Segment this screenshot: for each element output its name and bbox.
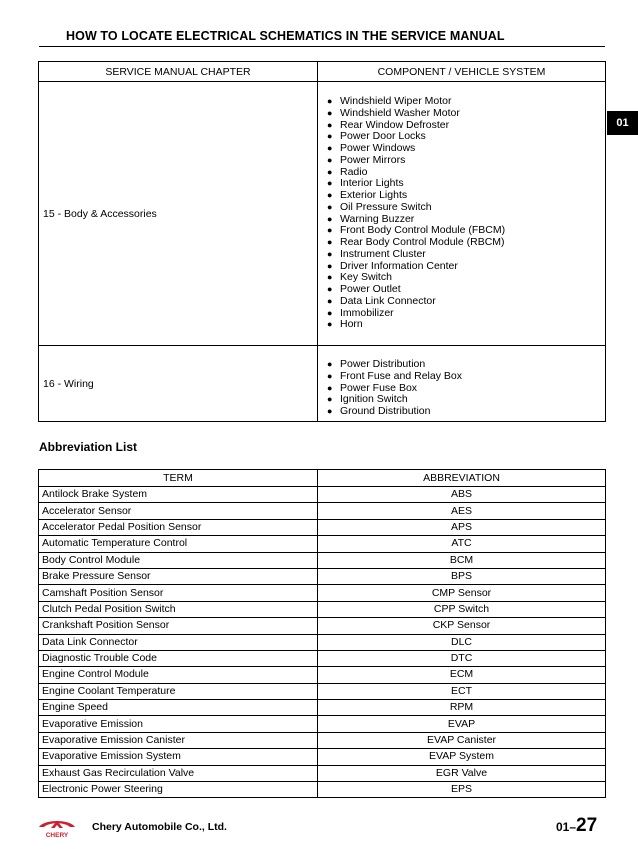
column-header-abbreviation: ABBREVIATION	[318, 470, 606, 487]
systems-cell	[318, 82, 606, 346]
system-list-item	[327, 284, 605, 296]
term-cell: Automatic Temperature Control	[39, 536, 318, 552]
term-cell: Accelerator Pedal Position Sensor	[39, 519, 318, 535]
system-name: Exterior Lights	[340, 189, 408, 201]
company-name: Chery Automobile Co., Ltd.	[92, 821, 227, 833]
bullet-icon: ●	[327, 143, 333, 153]
system-name: Front Fuse and Relay Box	[340, 369, 462, 382]
abbreviation-cell: ECT	[318, 683, 606, 699]
bullet-icon: ●	[327, 225, 333, 236]
bullet-icon: ●	[327, 131, 333, 142]
table-row	[39, 749, 606, 765]
table-row	[39, 601, 606, 617]
system-name: Oil Pressure Switch	[340, 200, 432, 213]
table-row	[39, 346, 606, 422]
term-cell: Clutch Pedal Position Switch	[39, 601, 318, 617]
abbreviation-cell: CPP Switch	[318, 601, 606, 617]
system-list-item	[327, 143, 605, 155]
table-row	[39, 618, 606, 634]
table-row	[39, 568, 606, 584]
term-cell: Electronic Power Steering	[39, 782, 318, 798]
system-name: Power Door Locks	[340, 130, 426, 143]
bullet-icon: ●	[327, 119, 333, 130]
table-row	[39, 503, 606, 519]
page-chapter-prefix: 01–	[556, 820, 577, 834]
system-list-item	[327, 202, 605, 214]
table-row	[39, 552, 606, 568]
abbreviation-cell: BPS	[318, 568, 606, 584]
table-row	[39, 700, 606, 716]
bullet-icon: ●	[327, 394, 333, 405]
abbreviation-cell: BCM	[318, 552, 606, 568]
bullet-icon: ●	[327, 201, 333, 212]
system-name: Power Distribution	[340, 358, 426, 370]
term-cell: Crankshaft Position Sensor	[39, 618, 318, 634]
system-name: Power Mirrors	[340, 153, 406, 166]
abbreviation-cell: DTC	[318, 650, 606, 666]
table-row	[39, 82, 606, 346]
system-name: Ground Distribution	[340, 405, 431, 417]
page-title: HOW TO LOCATE ELECTRICAL SCHEMATICS IN THE SERVICE MANUAL	[66, 29, 505, 43]
chapter-table-header-row	[39, 62, 606, 82]
systems-list	[327, 346, 605, 418]
system-name: Windshield Washer Motor	[340, 106, 460, 119]
system-name: Data Link Connector	[340, 294, 436, 307]
table-row	[39, 650, 606, 666]
term-cell: Brake Pressure Sensor	[39, 568, 318, 584]
system-list-item	[327, 190, 605, 202]
term-cell: Data Link Connector	[39, 634, 318, 650]
chapter-tab: 01	[607, 111, 638, 135]
table-row	[39, 732, 606, 748]
abbreviation-cell: CMP Sensor	[318, 585, 606, 601]
systems-cell	[318, 346, 606, 422]
table-row	[39, 487, 606, 503]
bullet-icon: ●	[327, 107, 333, 118]
abbreviation-cell: AES	[318, 503, 606, 519]
column-header-term: TERM	[39, 470, 318, 487]
abbreviation-cell: EGR Valve	[318, 765, 606, 781]
column-header-chapter: SERVICE MANUAL CHAPTER	[39, 62, 318, 82]
abbreviation-cell: CKP Sensor	[318, 618, 606, 634]
term-cell: Body Control Module	[39, 552, 318, 568]
chapter-cell: 15 - Body & Accessories	[39, 82, 318, 346]
system-list-item	[327, 108, 605, 120]
bullet-icon: ●	[327, 359, 333, 369]
abbreviation-cell: EVAP Canister	[318, 732, 606, 748]
system-name: Windshield Wiper Motor	[340, 95, 452, 107]
abbreviation-cell: APS	[318, 519, 606, 535]
term-cell: Engine Speed	[39, 700, 318, 716]
system-list-item	[327, 319, 605, 331]
system-name: Immobilizer	[340, 306, 394, 319]
term-cell: Evaporative Emission Canister	[39, 732, 318, 748]
system-list-item	[327, 249, 605, 261]
system-name: Radio	[340, 165, 368, 178]
table-row	[39, 716, 606, 732]
bullet-icon: ●	[327, 382, 333, 393]
system-name: Driver Information Center	[340, 259, 458, 272]
table-row	[39, 634, 606, 650]
system-list-item	[327, 155, 605, 167]
table-row	[39, 683, 606, 699]
term-cell: Exhaust Gas Recirculation Valve	[39, 765, 318, 781]
bullet-icon: ●	[327, 295, 333, 306]
term-cell: Engine Control Module	[39, 667, 318, 683]
system-list-item	[327, 296, 605, 308]
system-list-item	[327, 359, 605, 371]
chapter-cell: 16 - Wiring	[39, 346, 318, 422]
bullet-icon: ●	[327, 166, 333, 177]
bullet-icon: ●	[327, 213, 333, 224]
table-row	[39, 585, 606, 601]
abbreviation-cell: EVAP System	[318, 749, 606, 765]
bullet-icon: ●	[327, 260, 333, 271]
abbreviation-cell: RPM	[318, 700, 606, 716]
abbreviation-cell: ECM	[318, 667, 606, 683]
system-list-item	[327, 406, 605, 418]
table-row	[39, 536, 606, 552]
system-list-item	[327, 308, 605, 320]
term-cell: Engine Coolant Temperature	[39, 683, 318, 699]
table-row	[39, 667, 606, 683]
system-name: Front Body Control Module (FBCM)	[340, 224, 506, 237]
abbreviation-cell: EPS	[318, 782, 606, 798]
abbreviation-cell: EVAP	[318, 716, 606, 732]
term-cell: Antilock Brake System	[39, 487, 318, 503]
table-row	[39, 765, 606, 781]
bullet-icon: ●	[327, 248, 333, 259]
logo-wordmark: CHERY	[45, 832, 69, 839]
term-cell: Camshaft Position Sensor	[39, 585, 318, 601]
system-name: Interior Lights	[340, 177, 404, 190]
page-number	[556, 815, 597, 837]
bullet-icon: ●	[327, 307, 333, 318]
system-name: Power Fuse Box	[340, 381, 418, 394]
bullet-icon: ●	[327, 237, 333, 247]
system-name: Power Windows	[340, 142, 416, 154]
abbreviation-cell: ABS	[318, 487, 606, 503]
system-list-item	[327, 237, 605, 249]
system-name: Key Switch	[340, 271, 392, 284]
term-cell: Diagnostic Trouble Code	[39, 650, 318, 666]
term-cell: Evaporative Emission	[39, 716, 318, 732]
bullet-icon: ●	[327, 178, 333, 189]
term-cell: Evaporative Emission System	[39, 749, 318, 765]
system-name: Rear Body Control Module (RBCM)	[340, 236, 505, 248]
bullet-icon: ●	[327, 154, 333, 165]
term-cell: Accelerator Sensor	[39, 503, 318, 519]
bullet-icon: ●	[327, 319, 333, 330]
bullet-icon: ●	[327, 272, 333, 283]
chery-logo-icon	[35, 817, 79, 839]
system-list-item	[327, 96, 605, 108]
system-name: Instrument Cluster	[340, 247, 426, 260]
bullet-icon: ●	[327, 96, 333, 106]
abbreviation-header-row	[39, 470, 606, 487]
bullet-icon: ●	[327, 406, 333, 416]
page-number-value: 27	[576, 815, 598, 836]
system-name: Rear Window Defroster	[340, 118, 450, 131]
system-name: Warning Buzzer	[340, 212, 415, 225]
system-name: Ignition Switch	[340, 393, 408, 406]
title-rule	[39, 46, 605, 47]
bullet-icon: ●	[327, 370, 333, 381]
systems-list	[327, 82, 605, 331]
system-list-item	[327, 371, 605, 383]
bullet-icon: ●	[327, 190, 333, 200]
table-row	[39, 519, 606, 535]
abbreviation-heading: Abbreviation List	[39, 440, 138, 454]
system-name: Horn	[340, 318, 363, 331]
column-header-system: COMPONENT / VEHICLE SYSTEM	[318, 62, 606, 82]
system-name: Power Outlet	[340, 283, 401, 295]
abbreviation-cell: DLC	[318, 634, 606, 650]
chapter-table	[38, 61, 606, 422]
table-row	[39, 782, 606, 798]
abbreviation-table	[38, 469, 606, 798]
abbreviation-cell: ATC	[318, 536, 606, 552]
bullet-icon: ●	[327, 284, 333, 294]
